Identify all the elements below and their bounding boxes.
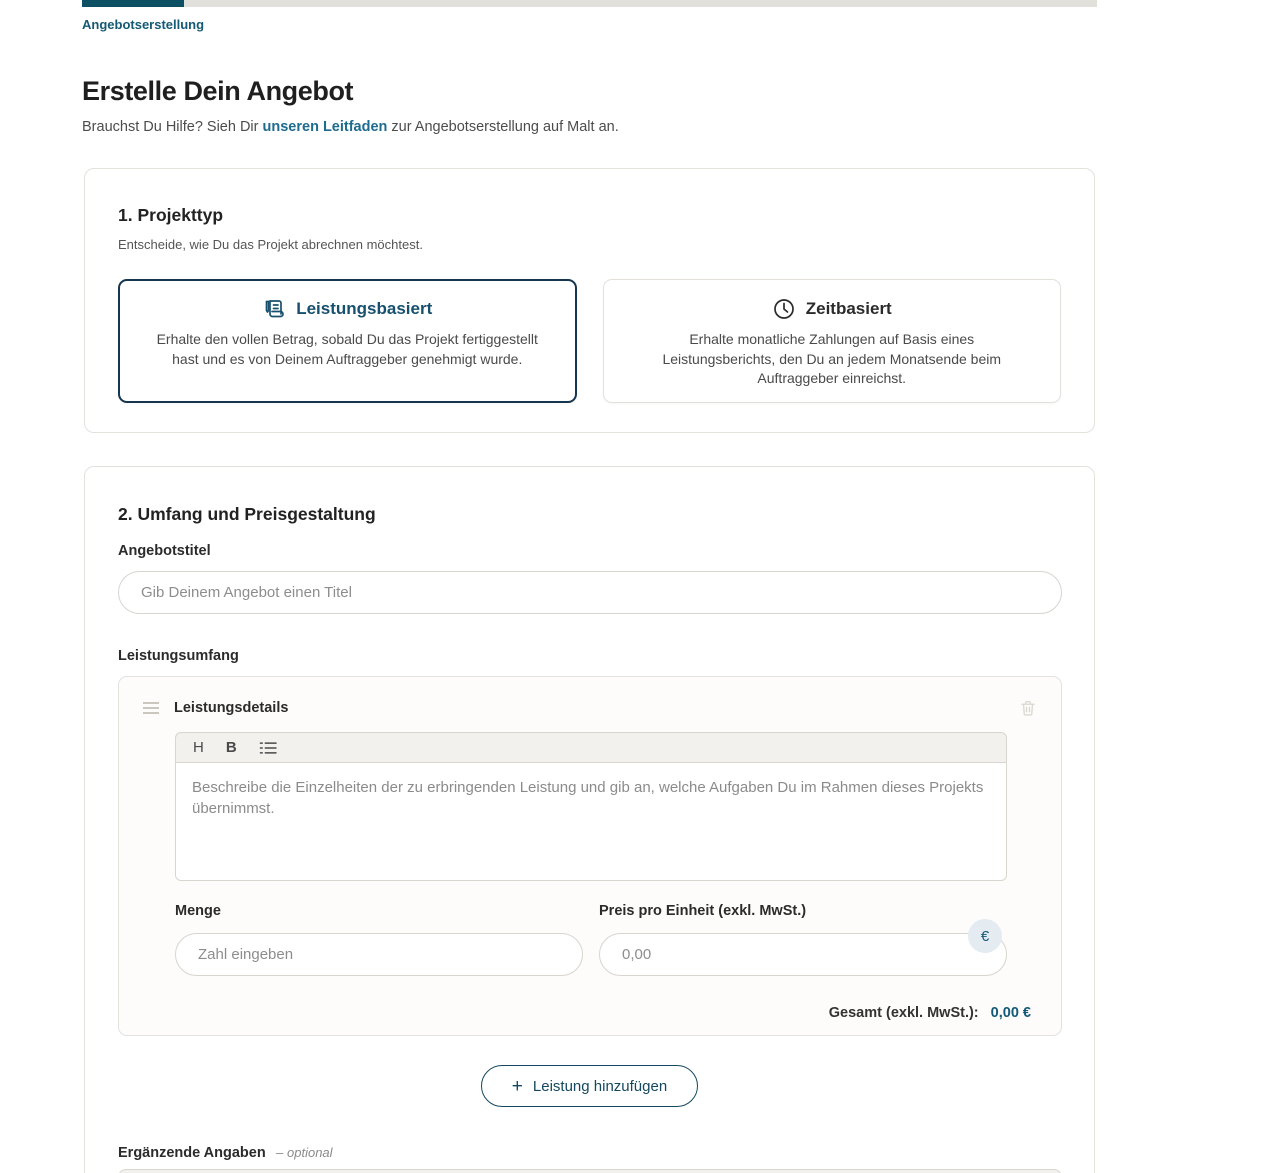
project-type-subheading: Entscheide, wie Du das Projekt abrechnen möchtest. bbox=[118, 237, 423, 252]
scope-label: Leistungsumfang bbox=[118, 648, 239, 664]
euro-currency-icon: € bbox=[968, 919, 1002, 953]
quantity-input[interactable] bbox=[175, 933, 583, 976]
bold-format-button[interactable]: B bbox=[225, 739, 237, 756]
heading-format-button[interactable]: H bbox=[193, 739, 204, 756]
editor-toolbar bbox=[175, 732, 1007, 763]
offer-title-label: Angebotstitel bbox=[118, 543, 211, 559]
clock-icon bbox=[772, 297, 796, 321]
line-total-row bbox=[143, 1005, 1031, 1021]
progress-bar bbox=[82, 0, 1097, 7]
guide-link[interactable]: unseren Leitfaden bbox=[262, 119, 388, 135]
add-service-button-label: Leistung hinzufügen bbox=[532, 1077, 668, 1095]
option-zeitbasiert-description: Erhalte monatliche Zahlungen auf Basis eines Leistungsberichts, den Du an jedem Monatsende beim Auftraggeber einreichst. bbox=[662, 331, 1002, 386]
drag-handle-icon[interactable] bbox=[143, 699, 159, 717]
trash-icon[interactable] bbox=[1019, 699, 1037, 717]
project-type-heading: 1. Projekttyp bbox=[118, 205, 224, 225]
line-total-label: Gesamt (exkl. MwSt.): bbox=[828, 1005, 979, 1021]
option-leistungsbasiert-description: Erhalte den vollen Betrag, sobald Du das Projekt fertiggestellt hast und es von Deinem Auftraggeber genehmigt wurde. bbox=[156, 331, 538, 367]
project-type-card bbox=[84, 168, 1095, 433]
rich-text-editor bbox=[175, 732, 1007, 881]
option-leistungsbasiert[interactable] bbox=[118, 279, 577, 403]
option-zeitbasiert-label: Zeitbasiert bbox=[805, 299, 892, 318]
unit-price-label: Preis pro Einheit (exkl. MwSt.) bbox=[599, 903, 807, 919]
plus-icon: + bbox=[511, 1075, 523, 1097]
add-service-button[interactable] bbox=[481, 1065, 698, 1107]
help-text bbox=[82, 119, 619, 135]
help-text-prefix: Brauchst Du Hilfe? Sieh Dir bbox=[82, 119, 263, 135]
unit-price-input[interactable] bbox=[599, 933, 1007, 976]
service-line-item bbox=[118, 676, 1062, 1036]
line-total-value: 0,00 € bbox=[990, 1005, 1031, 1021]
service-description-textarea[interactable] bbox=[175, 763, 1007, 881]
help-text-suffix: zur Angebotserstellung auf Malt an. bbox=[387, 119, 619, 135]
service-details-label: Leistungsdetails bbox=[174, 700, 289, 716]
option-leistungsbasiert-label: Leistungsbasiert bbox=[296, 299, 433, 318]
page-title: Erstelle Dein Angebot bbox=[82, 76, 354, 106]
breadcrumb[interactable]: Angebotserstellung bbox=[82, 17, 205, 32]
service-description-placeholder: Beschreibe die Einzelheiten der zu erbringenden Leistung und gib an, welche Aufgaben Du im Rahmen dieses Projekts übernimmst. bbox=[192, 779, 984, 817]
contract-icon bbox=[262, 297, 286, 321]
offer-title-input[interactable] bbox=[118, 571, 1062, 614]
option-zeitbasiert[interactable] bbox=[603, 279, 1062, 403]
additional-info-optional-tag: – optional bbox=[276, 1145, 333, 1160]
project-type-options bbox=[118, 279, 1061, 403]
quantity-label: Menge bbox=[175, 903, 221, 919]
additional-info-editor-toolbar bbox=[118, 1169, 1062, 1173]
scope-pricing-heading: 2. Umfang und Preisgestaltung bbox=[118, 504, 376, 524]
additional-info-label: Ergänzende Angaben bbox=[118, 1145, 266, 1161]
bullet-list-button[interactable] bbox=[259, 740, 277, 756]
progress-bar-fill bbox=[82, 0, 184, 7]
scope-pricing-card bbox=[84, 466, 1095, 1173]
